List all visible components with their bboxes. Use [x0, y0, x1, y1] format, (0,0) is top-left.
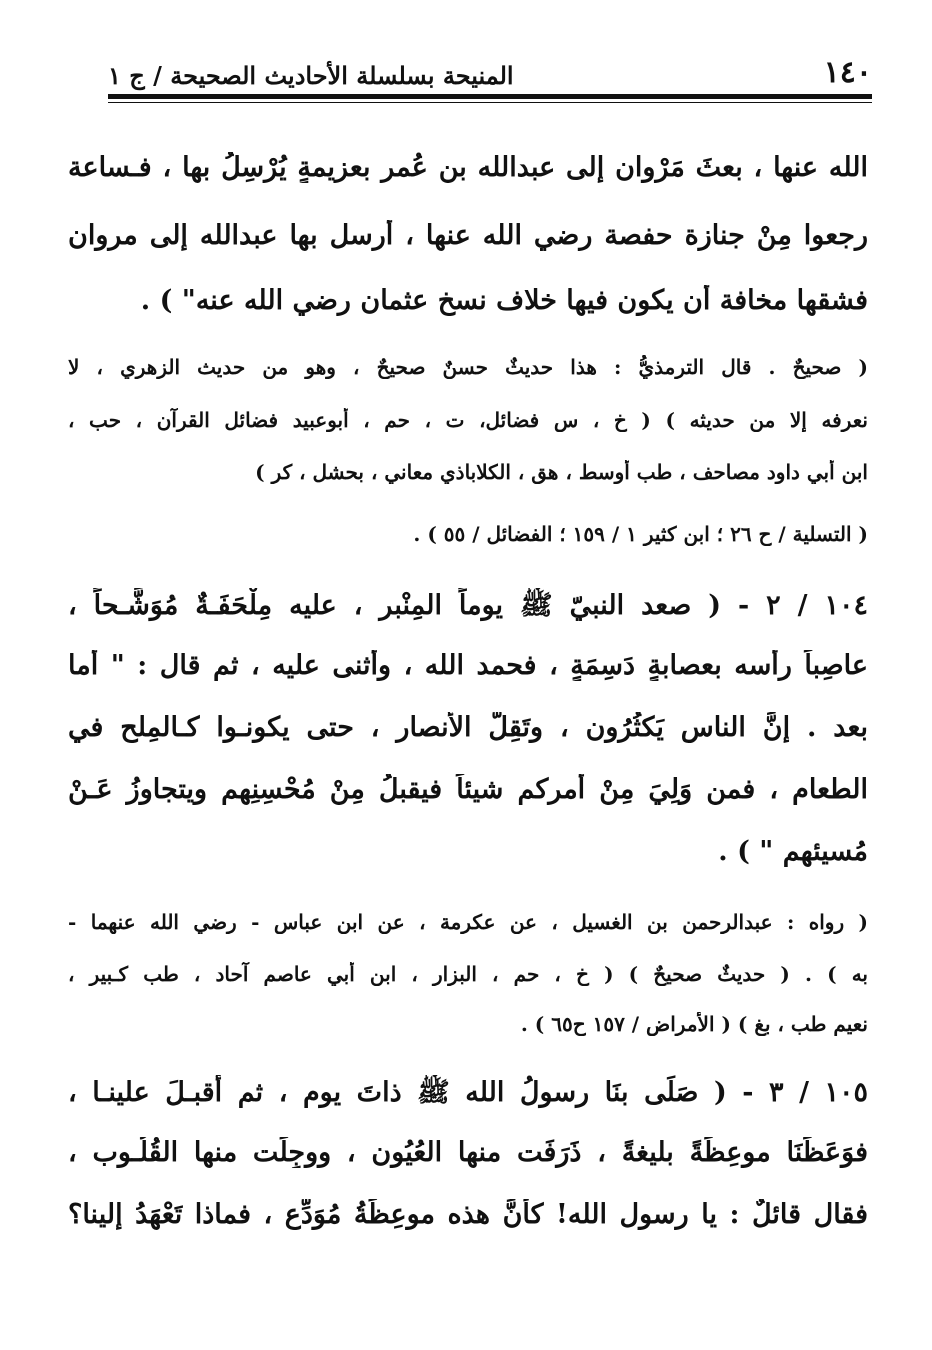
footnote-line: نعرفه إلا من حديثه ) ( خ ، س فضائل، ت ، حم ، أبوعبيد فضائل القرآن ، حب ،	[68, 408, 868, 432]
page-number: ١٤٠	[823, 55, 872, 90]
footnote-line: نعيم طب ، بغ ) ( الأمراض / ١٥٧ ح٦٥ ) .	[520, 1012, 868, 1036]
text-line: ١٠٥ / ٣ - ( صَلَى بنَا رسولُ الله ﷺ ذاتَ يوم ، ثم أقبـلَ علينـا ،	[68, 1077, 868, 1108]
running-title: المنيحة بسلسلة الأحاديث الصحيحة / ج ١	[108, 61, 514, 90]
text-line: مُسيئهم " ) .	[718, 836, 868, 867]
footnote-line: ( صحيحٌ . قال الترمذيُّ : هذا حديثٌ حسنٌ صحيحٌ ، وهو من حديث الزهري ، لا	[68, 355, 868, 379]
text-line: الطعام ، فمن وَلِيَ مِنْ أمركم شيئاً فيقبلُ مِنْ مُحْسِنِهم ويتجاوزُ عَـنْ	[68, 774, 868, 805]
footnote-line: ( رواه : عبدالرحمن بن الغسيل ، عن عكرمة ، عن ابن عباس - رضي الله عنهما -	[68, 910, 868, 934]
footnote-line: ( التسلية / ح ٢٦ ؛ ابن كثير ١ / ١٥٩ ؛ الفضائل / ٥٥ ) .	[413, 522, 868, 546]
text-line: رجعوا مِنْ جنازة حفصة رضي الله عنها ، أرسل بها عبدالله إلى مروان	[68, 220, 868, 251]
text-line: عاصِباً رأسه بعصابةٍ دَسِمَةٍ ، فحمد الله ، وأثنى عليه ، ثم قال : " أما	[68, 650, 868, 681]
footnote-line: ابن أبي داود مصاحف ، طب أوسط ، هق ، الكلاباذي معاني ، بحشل ، كر )	[255, 460, 868, 484]
text-line: ١٠٤ / ٢ - ( صعد النبيّ ﷺ يوماً المِنْبر ، عليه مِلْحَفَـةٌ مُوَشَّـحاً ،	[68, 590, 868, 621]
footnote-line: به ) . ( حديثٌ صحيحٌ ) ( خ ، حم ، البزار ، ابن أبي عاصم آحاد ، طب كـبير ،	[68, 962, 868, 986]
header-rule-thin	[108, 102, 872, 103]
text-line: الله عنها ، بعثَ مَرْوان إلى عبدالله بن عُمر بعزيمةٍ يُرْسِلُ بها ، فـساعة	[68, 152, 868, 183]
text-line: فقال قائلٌ : يا رسول الله! كأنَّ هذه موعِظَةُ مُوَدِّعٍ ، فماذا تَعْهَدُ إلينا؟	[68, 1199, 868, 1230]
header-rule	[108, 94, 872, 99]
text-line: فشقها مخافة أن يكون فيها خلاف نسخ عثمان رضي الله عنه" ) .	[140, 285, 868, 316]
text-line: فوَعَظَنَا موعِظَةً بليغةً ، ذَرَفَت منها العُيُون ، ووجِلَت منها القُلُـوب ،	[68, 1137, 868, 1168]
text-line: بعد . إنَّ الناس يَكثُرُون ، وتَقِلُّ الأنصار ، حتى يكونـوا كـالمِلح في	[68, 712, 868, 743]
page-header	[108, 48, 872, 88]
